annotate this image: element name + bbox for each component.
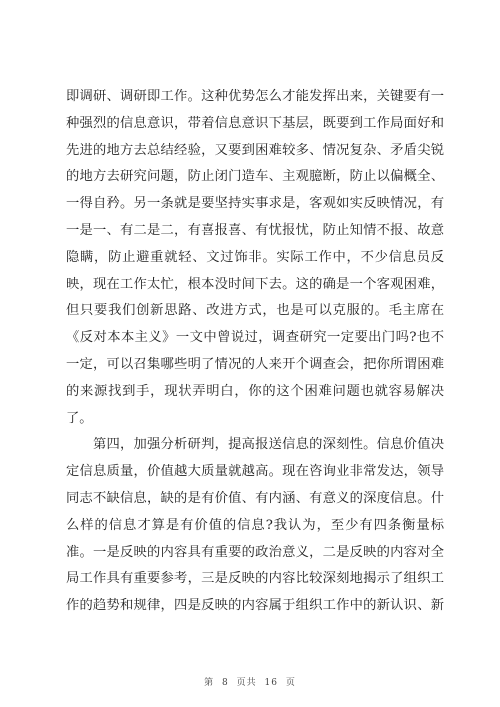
text-line: 《反对本本主义》一文中曾说过，调查研究一定要出门吗?也不 bbox=[66, 330, 444, 346]
text-line: 即调研、调研即工作。这种优势怎么才能发挥出来，关键要有一 bbox=[66, 89, 444, 104]
text-line: 一定，可以召集哪些明了情况的人来开个调查会，把你所谓困难 bbox=[66, 356, 444, 372]
text-line: 的来源找到手，现状弄明白，你的这个困难问题也就容易解决 bbox=[66, 383, 444, 399]
footer-mid: 页共 bbox=[236, 678, 257, 688]
paragraph-1 bbox=[66, 84, 444, 432]
footer-prefix: 第 bbox=[204, 678, 215, 688]
paragraph-2 bbox=[66, 432, 444, 620]
text-line: 种强烈的信息意识，带着信息意识下基层，既要到工作局面好和 bbox=[66, 115, 444, 131]
document-body bbox=[66, 84, 444, 620]
text-line: 映，现在工作太忙，根本没时间下去。这的确是一个客观困难， bbox=[66, 276, 444, 292]
text-line: 定信息质量，价值越大质量就越高。现在咨询业非常发达，领导 bbox=[66, 464, 444, 480]
text-line: 作的趋势和规律，四是反映的内容属于组织工作中的新认识、新 bbox=[66, 598, 444, 614]
total-pages: 16 bbox=[264, 678, 278, 688]
text-line: 局工作具有重要参考，三是反映的内容比较深刻地揭示了组织工 bbox=[66, 571, 444, 587]
text-line: 准。一是反映的内容具有重要的政治意义，二是反映的内容对全 bbox=[66, 544, 444, 560]
text-line: 同志不缺信息，缺的是有价值、有内涵、有意义的深度信息。什 bbox=[66, 490, 444, 506]
text-line: 隐瞒，防止避重就轻、文过饰非。实际工作中，不少信息员反 bbox=[66, 249, 444, 265]
text-line: 第四，加强分析研判，提高报送信息的深刻性。信息价值决 bbox=[93, 437, 444, 453]
text-line: 但只要我们创新思路、改进方式，也是可以克服的。毛主席在 bbox=[66, 303, 444, 319]
page-number: 8 bbox=[222, 678, 229, 688]
footer-suffix: 页 bbox=[285, 678, 296, 688]
text-line: 一得自矜。另一条就是要坚持实事求是，客观如实反映情况，有 bbox=[66, 196, 444, 212]
text-line: 了。 bbox=[66, 410, 93, 426]
text-line: 一是一、有二是二，有喜报喜、有忧报忧，防止知情不报、故意 bbox=[66, 222, 444, 238]
page-footer bbox=[0, 675, 500, 688]
text-line: 先进的地方去总结经验，又要到困难较多、情况复杂、矛盾尖锐 bbox=[66, 142, 444, 158]
text-line: 么样的信息才算是有价值的信息?我认为，至少有四条衡量标 bbox=[66, 517, 444, 533]
text-line: 的地方去研究问题，防止闭门造车、主观臆断，防止以偏概全、 bbox=[66, 169, 444, 185]
